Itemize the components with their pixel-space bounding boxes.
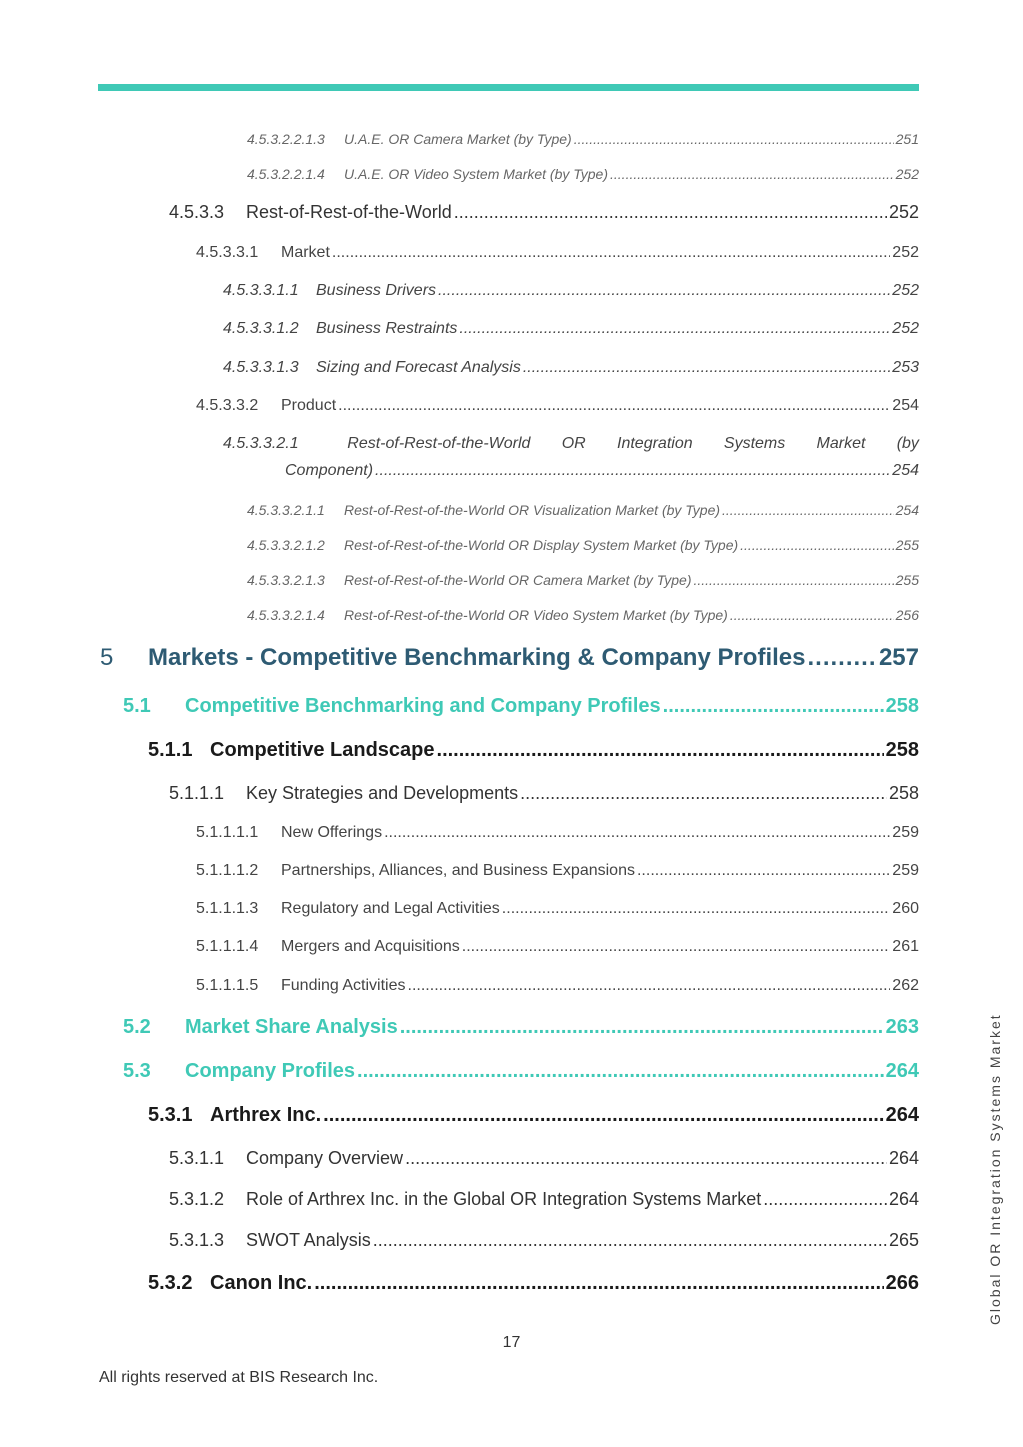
toc-title: Canon Inc. <box>210 1272 313 1294</box>
dot-leader <box>459 320 890 338</box>
toc-entry[interactable] <box>223 359 919 377</box>
dot-leader <box>722 502 894 518</box>
toc-number: 5.3.1.1 <box>169 1148 225 1168</box>
dot-leader <box>375 462 890 480</box>
toc-word: Integration <box>617 435 693 452</box>
toc-page: 252 <box>892 282 919 299</box>
toc-number: 5.1.1 <box>148 739 193 761</box>
dot-leader <box>338 397 890 415</box>
toc-title: Rest-of-Rest-of-the-World OR Video System Market (by Type) <box>344 607 728 623</box>
toc-number: 4.5.3.3 <box>169 202 225 222</box>
toc-entry[interactable] <box>247 607 919 623</box>
toc-page: 264 <box>888 1148 919 1168</box>
toc-title: New Offerings <box>281 824 383 841</box>
toc-title: Sizing and Forecast Analysis <box>316 359 521 376</box>
toc-page: 259 <box>892 824 919 841</box>
toc-number: 5.1.1.1.2 <box>196 862 259 879</box>
toc-title: Funding Activities <box>281 977 406 994</box>
toc-title: Competitive Benchmarking and Company Profiles <box>185 695 661 717</box>
toc-entry[interactable] <box>196 862 919 880</box>
toc-title: Rest-of-Rest-of-the-World OR Display System Market (by Type) <box>344 537 739 553</box>
toc-entry[interactable] <box>223 320 919 338</box>
toc-number: 4.5.3.3.1.1 <box>223 282 299 299</box>
toc-title: U.A.E. OR Video System Market (by Type) <box>344 166 609 182</box>
toc-page: 258 <box>888 783 919 803</box>
toc-entry[interactable] <box>247 537 919 553</box>
toc-title: Mergers and Acquisitions <box>281 938 460 955</box>
toc-number: 4.5.3.2.2.1.3 <box>247 131 325 147</box>
toc-entry[interactable] <box>247 166 919 182</box>
toc-page: 251 <box>895 131 919 147</box>
dot-leader <box>763 1189 887 1210</box>
toc-page: 254 <box>895 502 919 518</box>
toc-title: Business Restraints <box>316 320 458 337</box>
toc-number: 4.5.3.3.2.1.2 <box>247 537 325 553</box>
dot-leader <box>384 824 890 842</box>
toc-number: 5.2 <box>123 1016 151 1038</box>
toc-number: 4.5.3.3.2.1.3 <box>247 572 325 588</box>
toc-page: 257 <box>878 644 919 671</box>
dot-leader <box>808 644 877 672</box>
toc-number: 5.1.1.1.5 <box>196 977 259 994</box>
dot-leader <box>437 739 884 762</box>
toc-page: 254 <box>892 462 919 479</box>
dot-leader <box>502 900 891 918</box>
toc-section-entry[interactable] <box>123 1016 919 1039</box>
dot-leader <box>740 537 893 553</box>
toc-number: 4.5.3.2.2.1.4 <box>247 166 325 182</box>
toc-title: Business Drivers <box>316 282 437 299</box>
toc-page: 252 <box>892 244 919 261</box>
toc-title-line <box>223 435 919 453</box>
dot-leader <box>523 359 890 377</box>
dot-leader <box>314 1272 883 1295</box>
toc-entry[interactable] <box>169 202 919 223</box>
toc-title: Rest-of-Rest-of-the-World OR Camera Market (by Type) <box>344 572 692 588</box>
toc-number: 5.1.1.1.4 <box>196 938 259 955</box>
toc-number: 4.5.3.3.2 <box>196 397 259 414</box>
toc-entry[interactable] <box>148 1104 919 1127</box>
toc-page: 259 <box>892 862 919 879</box>
dot-leader <box>405 1148 887 1169</box>
toc-title: U.A.E. OR Camera Market (by Type) <box>344 131 572 147</box>
toc-entry[interactable] <box>169 1148 919 1169</box>
toc-number: 5.1 <box>123 695 151 717</box>
toc-page: 253 <box>892 359 919 376</box>
toc-page: 263 <box>885 1016 919 1038</box>
dot-leader <box>693 572 893 588</box>
toc-entry[interactable] <box>196 244 919 262</box>
toc-number: 5 <box>100 644 114 671</box>
toc-page: 266 <box>885 1272 919 1294</box>
toc-page: 252 <box>895 166 919 182</box>
dot-leader <box>438 282 890 300</box>
toc-entry[interactable] <box>148 739 919 762</box>
dot-leader <box>400 1016 884 1039</box>
toc-entry[interactable] <box>196 938 919 956</box>
toc-entry[interactable] <box>169 783 919 804</box>
toc-number: 5.1.1.1 <box>169 783 225 803</box>
toc-page: 264 <box>888 1189 919 1209</box>
toc-title: Arthrex Inc. <box>210 1104 322 1126</box>
toc-entry[interactable] <box>196 900 919 918</box>
toc-number: 5.3.1.3 <box>169 1230 225 1250</box>
toc-entry[interactable] <box>223 282 919 300</box>
toc-page: 260 <box>892 900 919 917</box>
toc-title: Market <box>281 244 330 261</box>
toc-title: Competitive Landscape <box>210 739 435 761</box>
toc-page: 255 <box>895 572 919 588</box>
toc-page: 258 <box>885 695 919 717</box>
dot-leader <box>520 783 887 804</box>
toc-word: (by <box>896 435 919 452</box>
dot-leader <box>357 1060 884 1083</box>
toc-number: 4.5.3.3.1 <box>196 244 259 261</box>
page-number: 17 <box>502 1334 521 1351</box>
dot-leader <box>373 1230 887 1251</box>
toc-word: Market <box>816 435 866 452</box>
dot-leader <box>323 1104 883 1127</box>
toc-title: Product <box>281 397 337 414</box>
toc-entry[interactable] <box>247 502 919 518</box>
toc-page: 258 <box>885 739 919 761</box>
toc-number: 5.3.1 <box>148 1104 193 1126</box>
toc-entry[interactable] <box>247 131 919 147</box>
toc-entry[interactable] <box>196 397 919 415</box>
toc-title: Company Profiles <box>185 1060 356 1082</box>
toc-number: 5.3 <box>123 1060 151 1082</box>
dot-leader <box>663 695 884 718</box>
toc-entry[interactable] <box>169 1230 919 1251</box>
toc-entry[interactable] <box>223 435 919 480</box>
toc-entry[interactable] <box>196 824 919 842</box>
toc-page: 252 <box>888 202 919 222</box>
toc-number: 4.5.3.3.1.2 <box>223 320 299 337</box>
toc-page: 255 <box>895 537 919 553</box>
toc-page: 264 <box>885 1060 919 1082</box>
toc-number: 5.1.1.1.1 <box>196 824 259 841</box>
toc-title: Company Overview <box>246 1148 404 1168</box>
dot-leader <box>408 977 891 995</box>
toc-number: 4.5.3.3.1.3 <box>223 359 299 376</box>
toc-title: SWOT Analysis <box>246 1230 371 1250</box>
dot-leader <box>462 938 891 956</box>
toc-entry[interactable] <box>148 1272 919 1295</box>
toc-title: Key Strategies and Developments <box>246 783 519 803</box>
toc-word: Systems <box>723 435 786 452</box>
dot-leader <box>730 607 894 623</box>
toc-title: Regulatory and Legal Activities <box>281 900 500 917</box>
toc-entry[interactable] <box>196 977 919 995</box>
toc-number: 5.3.2 <box>148 1272 193 1294</box>
toc-entry[interactable] <box>247 572 919 588</box>
toc-title: Role of Arthrex Inc. in the Global OR Integration Systems Market <box>246 1189 762 1209</box>
toc-number: 5.1.1.1.3 <box>196 900 259 917</box>
toc-word: OR <box>561 435 586 452</box>
header-rule <box>98 84 919 91</box>
side-label: Global OR Integration Systems Market <box>987 1013 1003 1325</box>
toc-page: 254 <box>892 397 919 414</box>
dot-leader <box>637 862 890 880</box>
toc-page: 261 <box>892 938 919 955</box>
toc-section-entry[interactable] <box>123 1060 919 1083</box>
dot-leader <box>454 202 887 223</box>
toc-chapter-entry[interactable] <box>100 644 919 672</box>
toc-title: Component) <box>285 462 374 479</box>
toc-page: 265 <box>888 1230 919 1250</box>
toc-section-entry[interactable] <box>123 695 919 718</box>
toc-number: 4.5.3.3.2.1.4 <box>247 607 325 623</box>
toc-page: 264 <box>885 1104 919 1126</box>
toc-number: 5.3.1.2 <box>169 1189 225 1209</box>
toc-title: Market Share Analysis <box>185 1016 398 1038</box>
toc-title: Partnerships, Alliances, and Business Expansions <box>281 862 635 879</box>
toc-page: 252 <box>892 320 919 337</box>
footer-copyright: All rights reserved at BIS Research Inc. <box>99 1369 379 1386</box>
toc-number: 4.5.3.3.2.1.1 <box>247 502 325 518</box>
dot-leader <box>574 131 894 147</box>
toc-number: 4.5.3.3.2.1 <box>223 435 299 452</box>
toc-word: Rest-of-Rest-of-the-World <box>347 435 531 452</box>
toc-page: 262 <box>892 977 919 994</box>
toc-title: Rest-of-Rest-of-the-World <box>246 202 452 222</box>
toc-title: Rest-of-Rest-of-the-World OR Visualization Market (by Type) <box>344 502 721 518</box>
dot-leader <box>332 244 890 262</box>
dot-leader <box>610 166 894 182</box>
toc-title: Markets - Competitive Benchmarking & Company Profiles <box>148 644 806 671</box>
toc-entry[interactable] <box>169 1189 919 1210</box>
toc-title-line <box>285 462 919 480</box>
toc-page: 256 <box>895 607 919 623</box>
